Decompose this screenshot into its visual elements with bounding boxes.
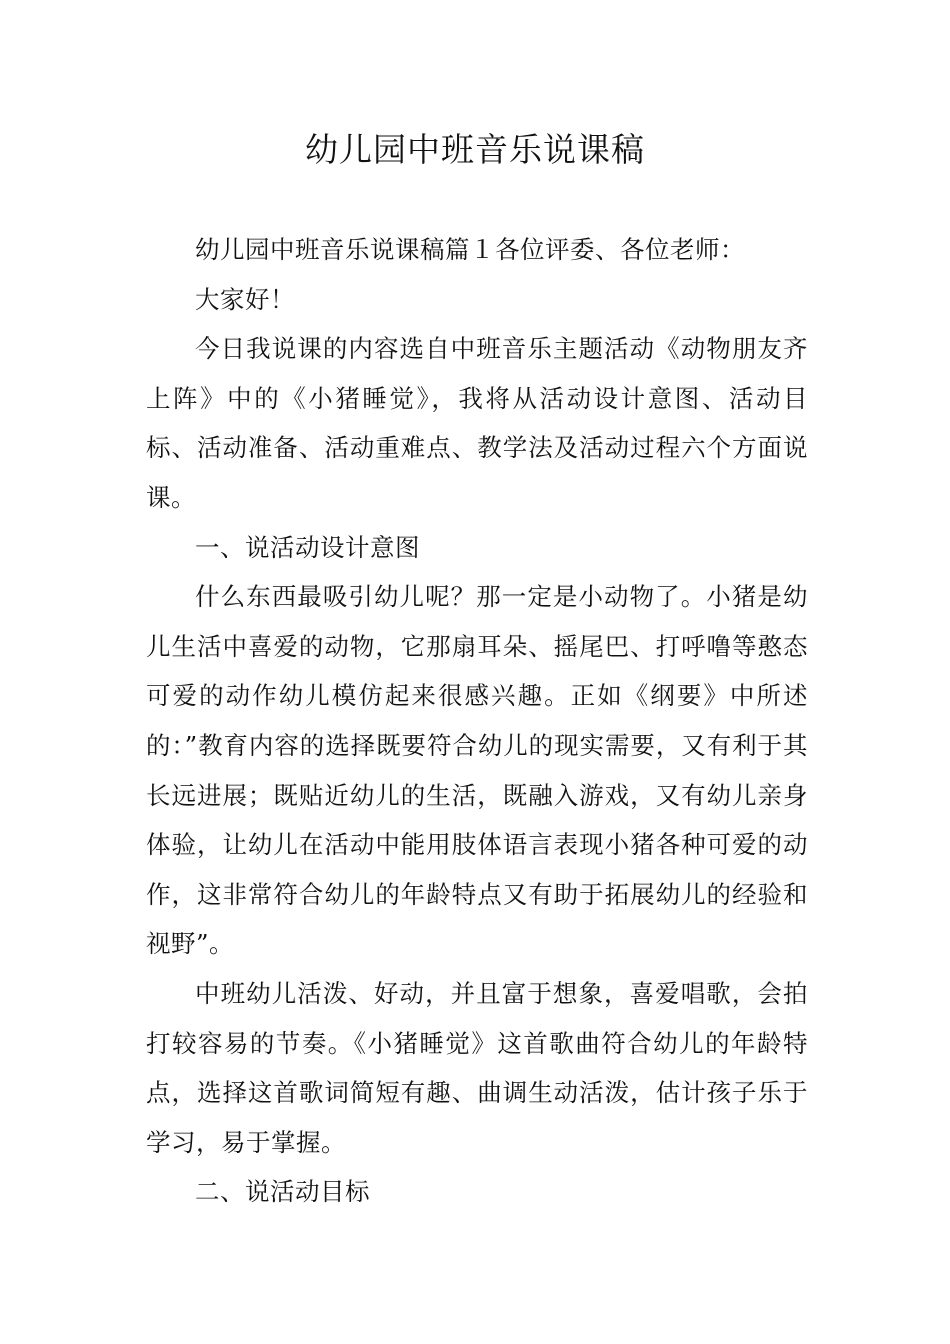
paragraph-greeting-line: 幼儿园中班音乐说课稿篇１各位评委、各位老师： — [195, 235, 745, 264]
document-body — [146, 225, 808, 1217]
paragraph-hello: 大家好！ — [195, 284, 295, 314]
section-heading-design-intent: 一、说活动设计意图 — [195, 532, 420, 562]
paragraph-intro: 今日我说课的内容选自中班音乐主题活动《动物朋友齐上阵》中的《小猪睡觉》，我将从活动设计意图、活动目标、活动准备、活动重难点、教学法及活动过程六个方面说课。 — [146, 334, 808, 512]
paragraph-design-intent: 什么东西最吸引幼儿呢？那一定是小动物了。小猪是幼儿生活中喜爱的动物，它那扇耳朵、摇尾巴、打呼噜等憨态可爱的动作幼儿模仿起来很感兴趣。正如《纲要》中所述的：”教育内容的选择既要符合幼儿的现实需要，又有利于其长远进展；既贴近幼儿的生活，既融入游戏，又有幼儿亲身体验，让幼儿在活动中能用肢体语言表现小猪各种可爱的动作，这非常符合幼儿的年龄特点又有助于拓展幼儿的经验和视野”。 — [146, 582, 808, 959]
document-title: 幼儿园中班音乐说课稿 — [305, 130, 645, 169]
section-heading-goals: 二、说活动目标 — [195, 1177, 370, 1207]
paragraph-children-traits: 中班幼儿活泼、好动，并且富于想象，喜爱唱歌，会拍打较容易的节奏。《小猪睡觉》这首歌曲符合幼儿的年龄特点，选择这首歌词简短有趣、曲调生动活泼，估计孩子乐于学习，易于掌握。 — [146, 978, 808, 1157]
